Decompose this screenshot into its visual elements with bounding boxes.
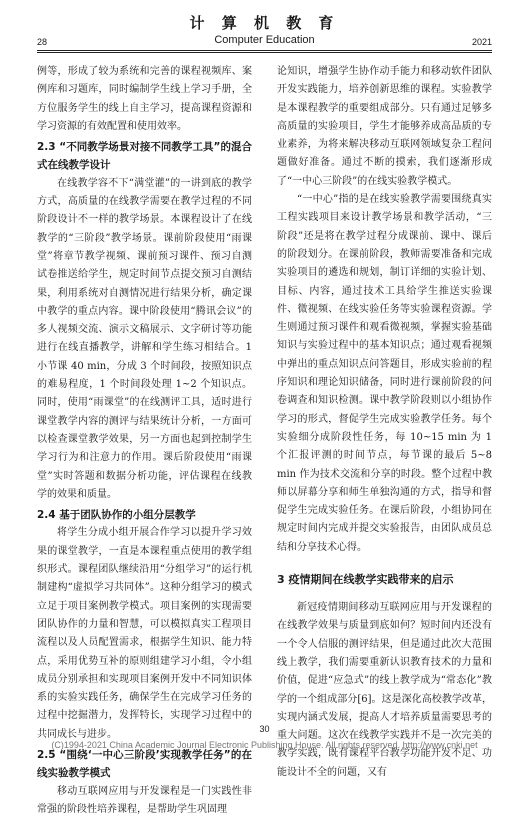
paragraph: “一中心”指的是在线实验教学需要围绕真实工程实践项目来设计教学场景和教学活动，“三阶段”还是将在教学过程分成课前、课中、课后的阶段划分。在课前阶段，教师需要准备和完成实验项目的遴选和规划，制订详细的实验计划、目标、内容，通过技术工具给学生推送实验课件、微视频、在线实验任务等实验课程资源。学生则通过预习课件和观看微视频，掌握实验基础知识与实验过程中的基本知识点；通过观看视频中弹出的重点知识点问答题目，形成实验前的程序知识和理论知识储备，同时进行课前阶段的问卷调查和知识检测。课中教学阶段则以小组协作学习的形式，督促学生完成实验教学任务。每个实验细分成阶段性任务，每 10~15 min 为 1 个汇报评测的时间节点，每节课的最后 5~8 min 作为技术交流和分享的时段。整个过程中教师以屏幕分享和师生单独沟通的方式，指导和督促学生完成实验任务。在课后阶段，小组协同在规定时间内完成并提交实验报告，由团队成员总结和分享技术心得。 <box>277 194 492 553</box>
paragraph: 新冠疫情期间移动互联网应用与开发课程的在线教学效果与质量到底如何？短时间内还没有一个令人信服的测评结果，但是通过此次大范围线上教学，我们需要重新认识教育技术的力量和价值，促进“应急式”的线上教学成为“常态化”教学的一个组成部分[6]。这是深化高校教学改革，实现内涵式发展，提高人才培养质量需要思考的重大问题。这次在线教学实践并不是一次完美的教学实践，既有课程平台教学功能开发不足、功能设计不全的问题，又有 <box>277 602 492 778</box>
header-page-number: 28 <box>37 37 48 47</box>
journal-english-title: Computer Education <box>214 34 315 46</box>
left-column <box>37 63 252 819</box>
footer-copyright: (C)1994-2021 China Academic Journal Electronic Publishing House. All rights reserved. http://www.cnki.net <box>51 740 478 750</box>
header-rule <box>37 50 492 51</box>
header-year: 2021 <box>471 37 492 47</box>
paragraph: 例等，形成了较为系统和完善的课程视频库、案例库和习题库，同时编制学生线上学习手册，全方位服务学生的线上自主学习，提高课程资源和学习资源的有效配置和使用效率。 <box>37 66 252 132</box>
header-rule-2 <box>37 52 492 53</box>
right-column <box>277 63 492 782</box>
section-heading-2-3: 2.3 “不同教学场景对接不同教学工具”的混合式在线教学设计 <box>37 141 252 172</box>
footer-page-number: 30 <box>259 724 270 734</box>
paragraph: 在线教学容不下“满堂灌”的一讲到底的教学方式，高质量的在线教学需要在教学过程的不同阶段设计不一样的教学场景。本课程设计了在线教学的“三阶段”教学场景。课前阶段使用“雨课堂”将章节教学视频、课前预习课件、预习自测试卷推送给学生，规定时间节点提交预习自测结果，利用系统对自测情况进行结果分析，确定课中教学的重点内容。课中阶段使用“腾讯会议”的多人视频交流、演示文稿展示、文字研讨等功能进行在线直播教学，讲解和学生练习相结合。1 小节课 40 min，分成 3 个时间段，按照知识点的难易程度，1 个时间段处理 1~2 个知识点。同时，使用“雨课堂”的在线测评工具，适时进行课堂教学内容的测评与结果统计分析，一方面可以检查课堂教学效果，另一方面也起到控制学生学习行为和注意力的作用。课后阶段使用“雨课堂”实时答题和数据分析功能，评估课程在线教学的效果和质量。 <box>37 177 252 500</box>
journal-title: 计 算 机 教 育 <box>189 14 340 32</box>
paragraph: 将学生分成小组开展合作学习以提升学习效果的课堂教学，一直是本课程重点使用的教学组织形式。课程团队继续沿用“分组学习”的运行机制建构“虚拟学习共同体”。这种分组学习的模式立足于项目案例教学模式。项目案例的实现需要团队协作的力量和智慧，可以模拟真实工程项目流程以及人员配置需求，根据学生知识、能力特点，采用优势互补的原则组建学习小组，令小组成员分别承担和实现项目案例开发中不同知识体系的实验实践任务，确保学生在完成学习任务的过程中挖掘潜力，发挥特长，实现学习过程中的共同成长与进步。 <box>37 527 252 740</box>
section-heading-3: 3 疫情期间在线教学实践带来的启示 <box>277 573 454 587</box>
paragraph: 论知识，增强学生协作动手能力和移动软件团队开发实践能力，培养创新思维的课程。实验教学是本课程教学的重要组成部分。只有通过足够多高质量的实验项目，学生才能够养成高品质的专业素养，为将来解决移动互联网领域复杂工程问题做好准备。通过不断的摸索，我们逐渐形成了“一中心三阶段”的在线实验教学模式。 <box>277 66 492 187</box>
section-heading-2-4: 2.4 基于团队协作的小组分层教学 <box>37 509 196 522</box>
paragraph: 移动互联网应用与开发课程是一门实践性非常强的阶段性培养课程，是帮助学生巩固理 <box>37 785 252 815</box>
page-header <box>0 0 529 48</box>
section-heading-2-5: 2.5 “围绕‘一中心三阶段’实现教学任务”的在线实验教学模式 <box>37 748 252 780</box>
